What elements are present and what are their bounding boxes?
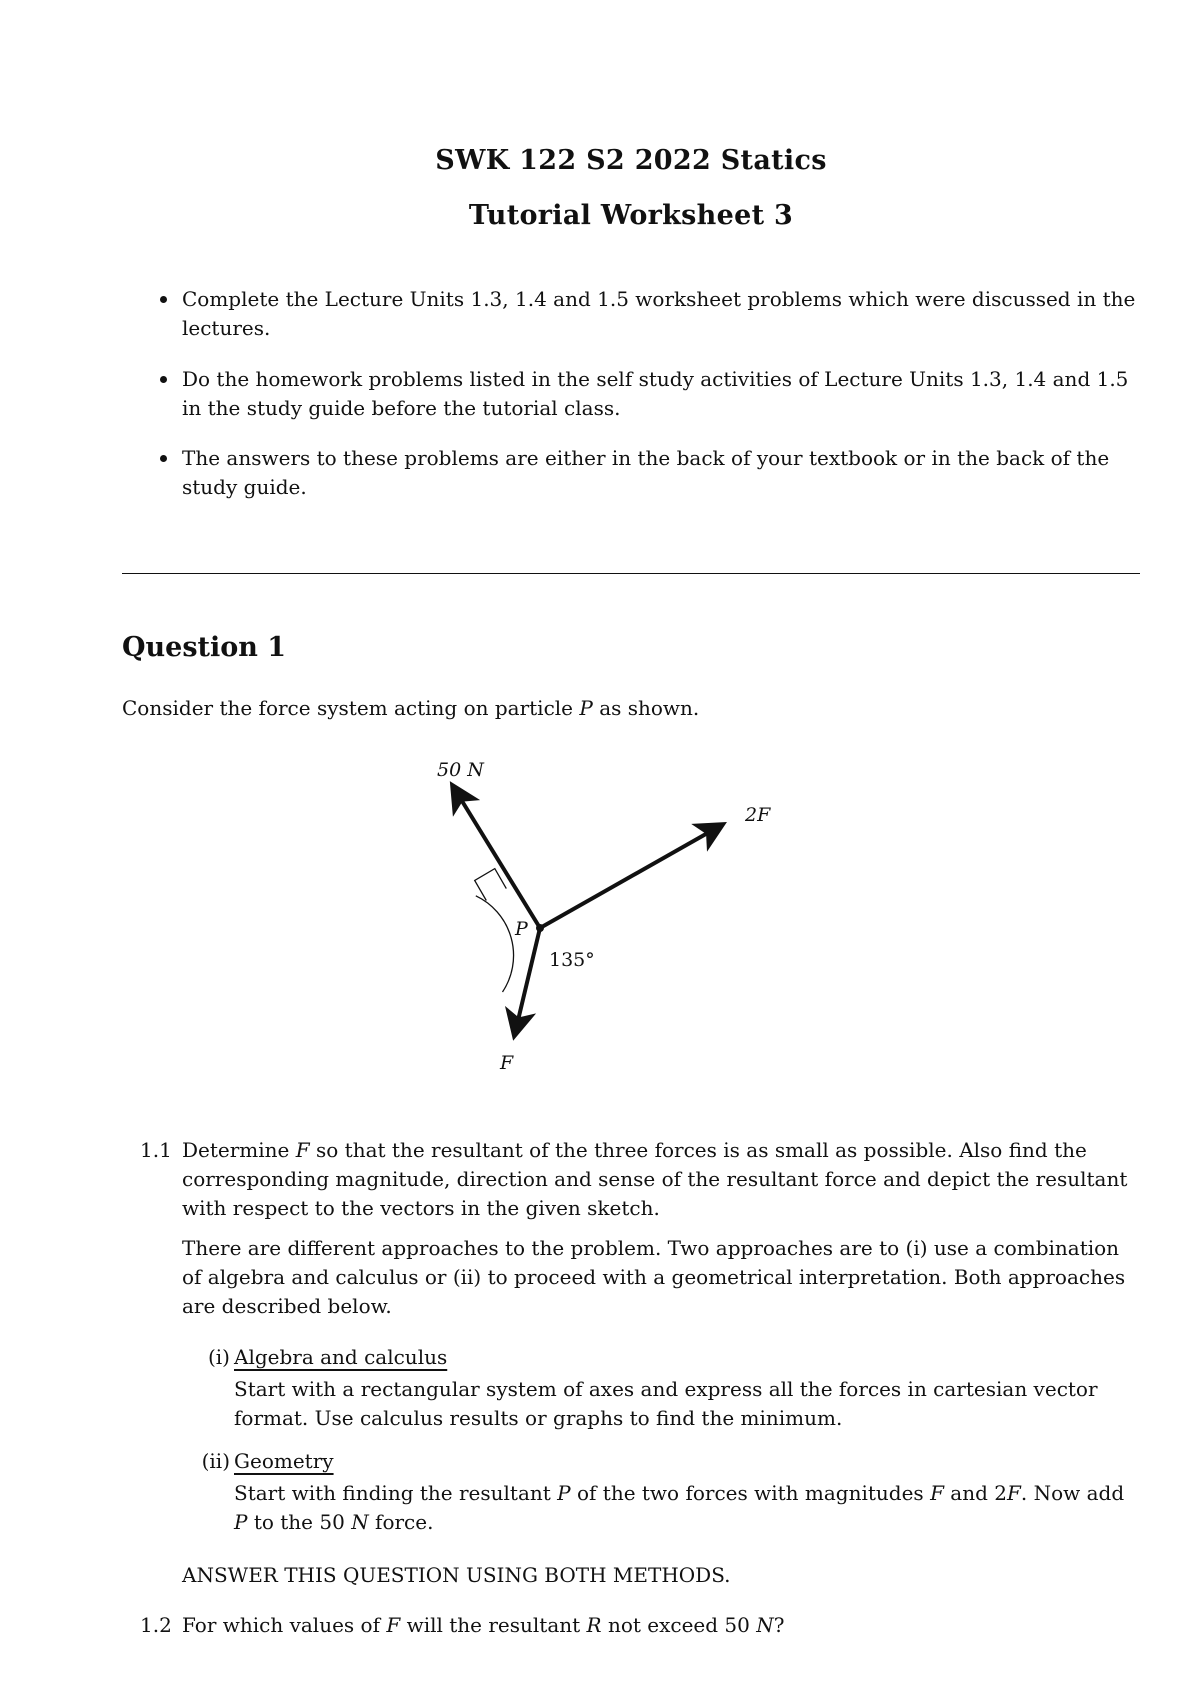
desc-var: N bbox=[351, 1510, 369, 1534]
desc-var: F bbox=[1007, 1481, 1021, 1505]
bullet-dot-icon bbox=[160, 455, 167, 462]
desc-var: F bbox=[930, 1481, 944, 1505]
bullet-text: Do the homework problems listed in the self study activities of Lecture Units 1.3, 1.4 and 1.5 in the study guide before the tutorial class. bbox=[182, 367, 1129, 420]
desc-text: of the two forces with magnitudes bbox=[570, 1481, 931, 1505]
method-ii bbox=[201, 1447, 1142, 1537]
intro-text-b: as shown. bbox=[592, 696, 700, 720]
label-angle: 135° bbox=[549, 949, 595, 971]
intro-text-a: Consider the force system acting on particle bbox=[122, 696, 580, 720]
method-desc: Start with a rectangular system of axes and express all the forces in cartesian vector format. Use calculus results or graphs to find the minimum. bbox=[234, 1377, 1098, 1430]
part-1-1-approaches: There are different approaches to the problem. Two approaches are to (i) use a combination of algebra and calculus or (ii) to proceed with a geometrical interpretation. Both approaches are described below. bbox=[182, 1236, 1126, 1318]
desc-text: . Now add bbox=[1020, 1481, 1125, 1505]
method-title: Algebra and calculus bbox=[234, 1345, 448, 1369]
particle-p bbox=[536, 924, 544, 932]
label-p: P bbox=[515, 918, 528, 940]
bullet-dot-icon bbox=[160, 376, 167, 383]
method-title: Geometry bbox=[234, 1449, 334, 1473]
document-subtitle: Tutorial Worksheet 3 bbox=[468, 200, 794, 231]
label-50n: 50 N bbox=[437, 759, 484, 781]
method-number: (ii) bbox=[201, 1449, 230, 1473]
desc-text: Start with finding the resultant bbox=[234, 1481, 558, 1505]
force-diagram bbox=[420, 740, 820, 1085]
force-vector-50n bbox=[454, 788, 540, 928]
desc-text: and 2 bbox=[943, 1481, 1007, 1505]
angle-arc bbox=[476, 896, 514, 992]
bullet-text: Complete the Lecture Units 1.3, 1.4 and 1.5 worksheet problems which were discussed in the lectures. bbox=[182, 287, 1136, 340]
part-number: 1.1 bbox=[140, 1138, 172, 1162]
question-heading: Question 1 bbox=[122, 632, 287, 663]
force-vector-2f bbox=[540, 826, 720, 928]
right-angle-marker bbox=[475, 869, 507, 901]
part-1-2 bbox=[140, 1611, 1142, 1640]
section-divider bbox=[122, 573, 1140, 574]
part-text-a: Determine bbox=[182, 1138, 296, 1162]
intro-var: P bbox=[579, 696, 593, 720]
desc-var: P bbox=[557, 1481, 571, 1505]
bullet-item bbox=[182, 444, 1142, 502]
part-var: F bbox=[386, 1613, 401, 1637]
document-title: SWK 122 S2 2022 Statics bbox=[435, 145, 827, 176]
desc-text: to the 50 bbox=[247, 1510, 352, 1534]
bullet-item bbox=[182, 285, 1142, 343]
part-text: not exceed 50 bbox=[601, 1613, 757, 1637]
question-intro bbox=[122, 694, 699, 723]
bullet-dot-icon bbox=[160, 296, 167, 303]
part-number: 1.2 bbox=[140, 1613, 172, 1637]
desc-text: force. bbox=[368, 1510, 434, 1534]
desc-var: P bbox=[234, 1510, 248, 1534]
part-var: N bbox=[756, 1613, 774, 1637]
part-1-1 bbox=[140, 1136, 1142, 1223]
part-text: For which values of bbox=[182, 1613, 387, 1637]
label-2f: 2F bbox=[745, 804, 771, 826]
part-var: R bbox=[586, 1613, 602, 1637]
label-f: F bbox=[500, 1052, 514, 1074]
bullet-item bbox=[182, 365, 1142, 423]
part-text: ? bbox=[773, 1613, 785, 1637]
part-var: F bbox=[295, 1138, 310, 1162]
instruction-text: ANSWER THIS QUESTION USING BOTH METHODS. bbox=[182, 1563, 731, 1587]
part-text-b: so that the resultant of the three forces is as small as possible. Also find the corresponding magnitude, direction and sense of the resultant force and depict the resultant with respect to the vectors in the given sketch. bbox=[182, 1138, 1128, 1220]
force-vector-f bbox=[515, 928, 540, 1033]
bullet-text: The answers to these problems are either in the back of your textbook or in the back of the study guide. bbox=[182, 446, 1110, 499]
part-text: will the resultant bbox=[400, 1613, 587, 1637]
method-desc bbox=[234, 1479, 1142, 1537]
method-i bbox=[207, 1343, 1142, 1433]
method-number: (i) bbox=[207, 1345, 230, 1369]
